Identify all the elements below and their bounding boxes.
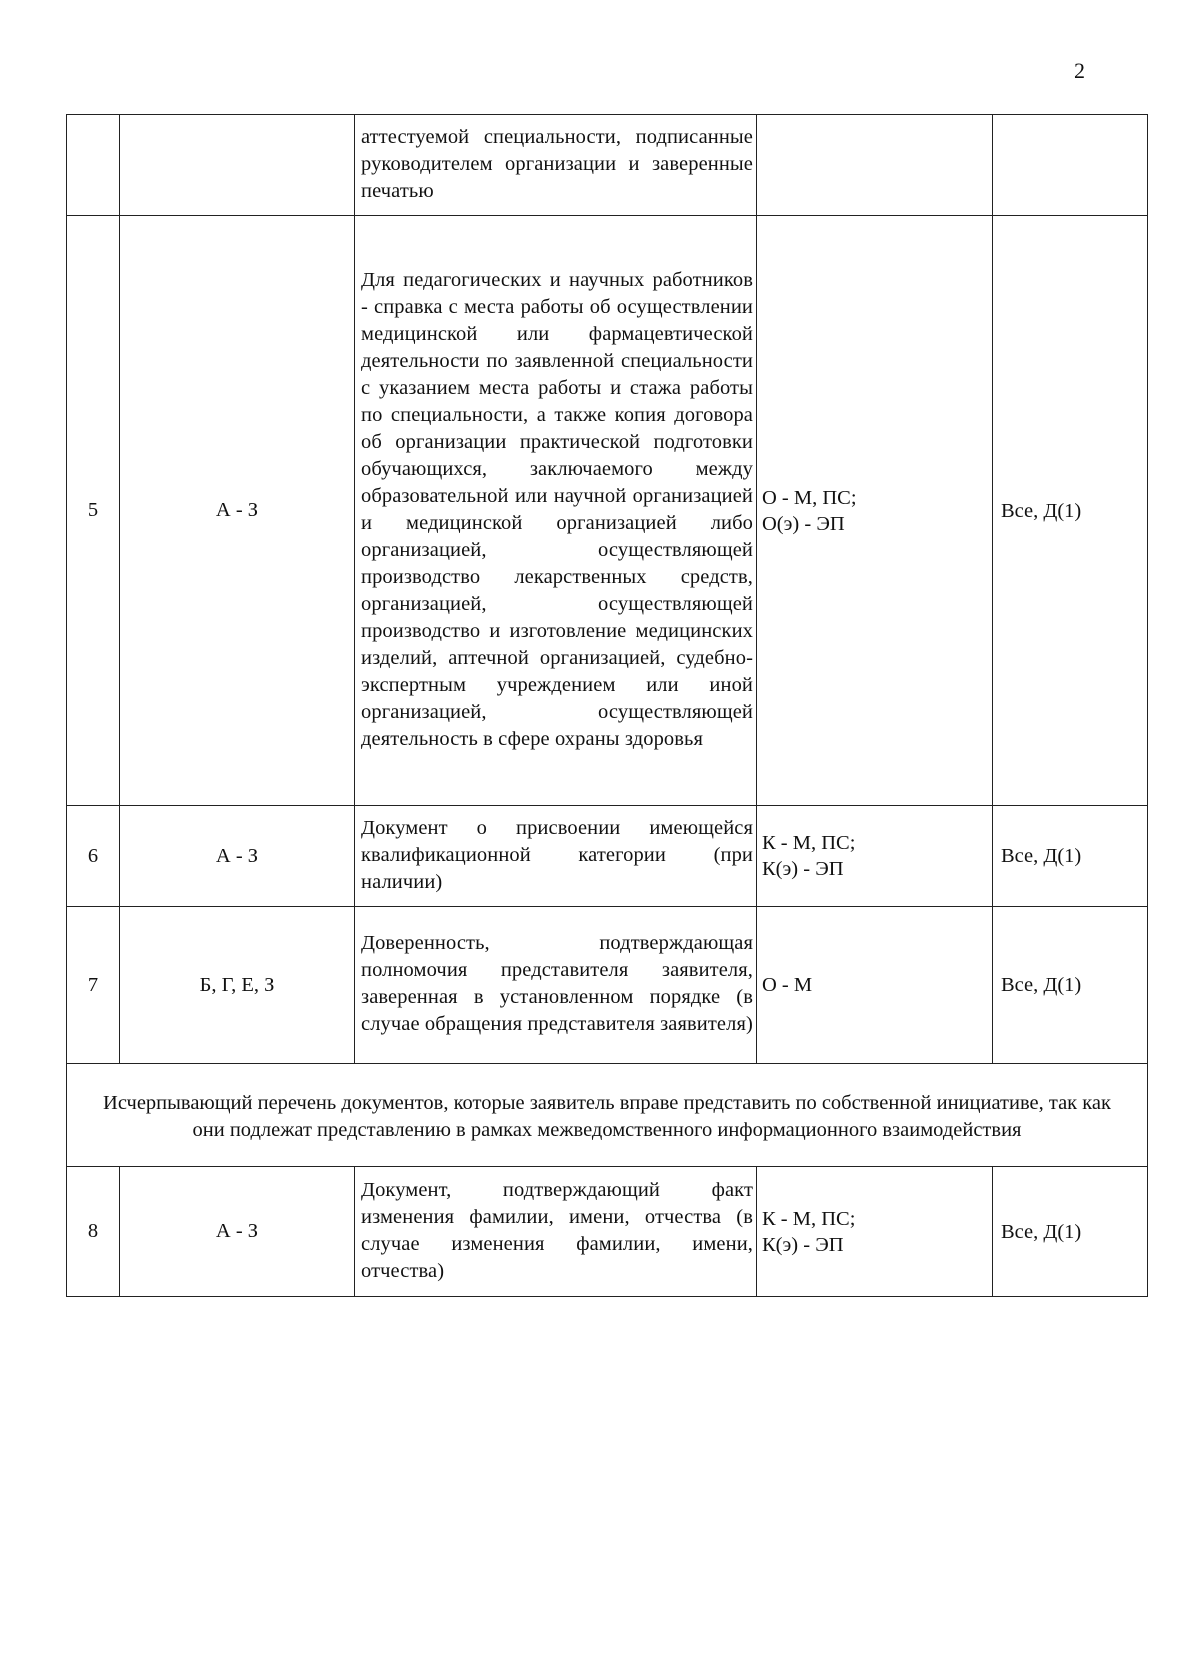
row-number: 7 <box>87 973 99 996</box>
row-applicant-cell <box>993 806 1148 907</box>
row-applicant-cell <box>993 1167 1148 1297</box>
table-row <box>67 115 1148 216</box>
row-applicant-cell <box>993 115 1148 216</box>
section-heading-cell <box>67 1064 1148 1167</box>
row-code: А - З <box>215 499 259 521</box>
document-description: Для педагогических и научных работников - справка с места работы об осуществлении медицинской или фармацевтической деятельности по заявленной специальности с указанием места работы и стажа работы по специальности, а также копия договора об организации практической подготовки обучающихся, заключаемого между образовательной или научной организацией и медицинской организацией либо организацией, осуществляющей производство лекарственных средств, организацией, осуществляющей производство и изготовление медицинских изделий, аптечной организацией, судебно-экспертным учреждением или иной организацией, осуществляющей деятельность в сфере охраны здоровья <box>361 268 753 750</box>
submission-form-line: К(э) - ЭП <box>762 1233 844 1256</box>
row-form-cell <box>757 1167 993 1297</box>
row-number-cell <box>67 115 120 216</box>
table-row <box>67 907 1148 1064</box>
row-form-cell <box>757 115 993 216</box>
submission-form-line: О(э) - ЭП <box>762 512 845 535</box>
row-document-cell <box>355 907 757 1064</box>
row-number-cell <box>67 1167 120 1297</box>
row-code-cell <box>120 216 355 806</box>
row-document-cell <box>355 115 757 216</box>
row-code-cell <box>120 1167 355 1297</box>
submission-form <box>757 1206 992 1258</box>
row-document-cell <box>355 806 757 907</box>
row-document-cell <box>355 216 757 806</box>
applicant-category: Все, Д(1) <box>1001 845 1082 867</box>
submission-form <box>757 972 992 998</box>
table-row <box>67 1167 1148 1297</box>
row-applicant-cell <box>993 907 1148 1064</box>
row-form-cell <box>757 907 993 1064</box>
document-description: аттестуемой специальности, подписанные руководителем организации и заверенные печатью <box>361 125 753 202</box>
row-number-cell <box>67 216 120 806</box>
row-code-cell <box>120 806 355 907</box>
documents-table <box>66 114 1148 1297</box>
row-code: Б, Г, Е, З <box>199 973 275 996</box>
table-row <box>67 216 1148 806</box>
row-form-cell <box>757 806 993 907</box>
row-code: А - З <box>215 1220 259 1242</box>
row-number: 6 <box>87 844 99 867</box>
row-number: 5 <box>87 499 99 521</box>
section-heading: Исчерпывающий перечень документов, которые заявитель вправе представить по собственной инициативе, так как они подлежат представлению в рамках межведомственного информационного взаимодействия <box>103 1092 1111 1141</box>
table-row <box>67 806 1148 907</box>
row-number-cell <box>67 907 120 1064</box>
submission-form <box>757 830 992 882</box>
section-heading-row <box>67 1064 1148 1167</box>
submission-form-line: К(э) - ЭП <box>762 858 844 880</box>
submission-form-line: К - М, ПС; <box>762 832 856 854</box>
submission-form-line: О - М, ПС; <box>762 486 857 509</box>
submission-form <box>757 485 992 537</box>
applicant-category: Все, Д(1) <box>1001 1220 1082 1243</box>
applicant-category: Все, Д(1) <box>1001 499 1082 522</box>
document-description: Документ, подтверждающий факт изменения фамилии, имени, отчества (в случае изменения фамилии, имени, отчества) <box>361 1178 753 1282</box>
row-document-cell <box>355 1167 757 1297</box>
row-code: А - З <box>215 844 259 867</box>
submission-form-line: К - М, ПС; <box>762 1207 856 1230</box>
row-form-cell <box>757 216 993 806</box>
applicant-category: Все, Д(1) <box>1001 974 1082 996</box>
row-number: 8 <box>87 1220 99 1242</box>
document-description: Доверенность, подтверждающая полномочия представителя заявителя, заверенная в установленном порядке (в случае обращения представителя заявителя) <box>361 932 753 1035</box>
row-code-cell <box>120 115 355 216</box>
document-description: Документ о присвоении имеющейся квалификационной категории (при наличии) <box>361 816 753 893</box>
row-number-cell <box>67 806 120 907</box>
row-applicant-cell <box>993 216 1148 806</box>
submission-form-line: О - М <box>762 974 813 996</box>
row-code-cell <box>120 907 355 1064</box>
page-number: 2 <box>1074 58 1085 83</box>
